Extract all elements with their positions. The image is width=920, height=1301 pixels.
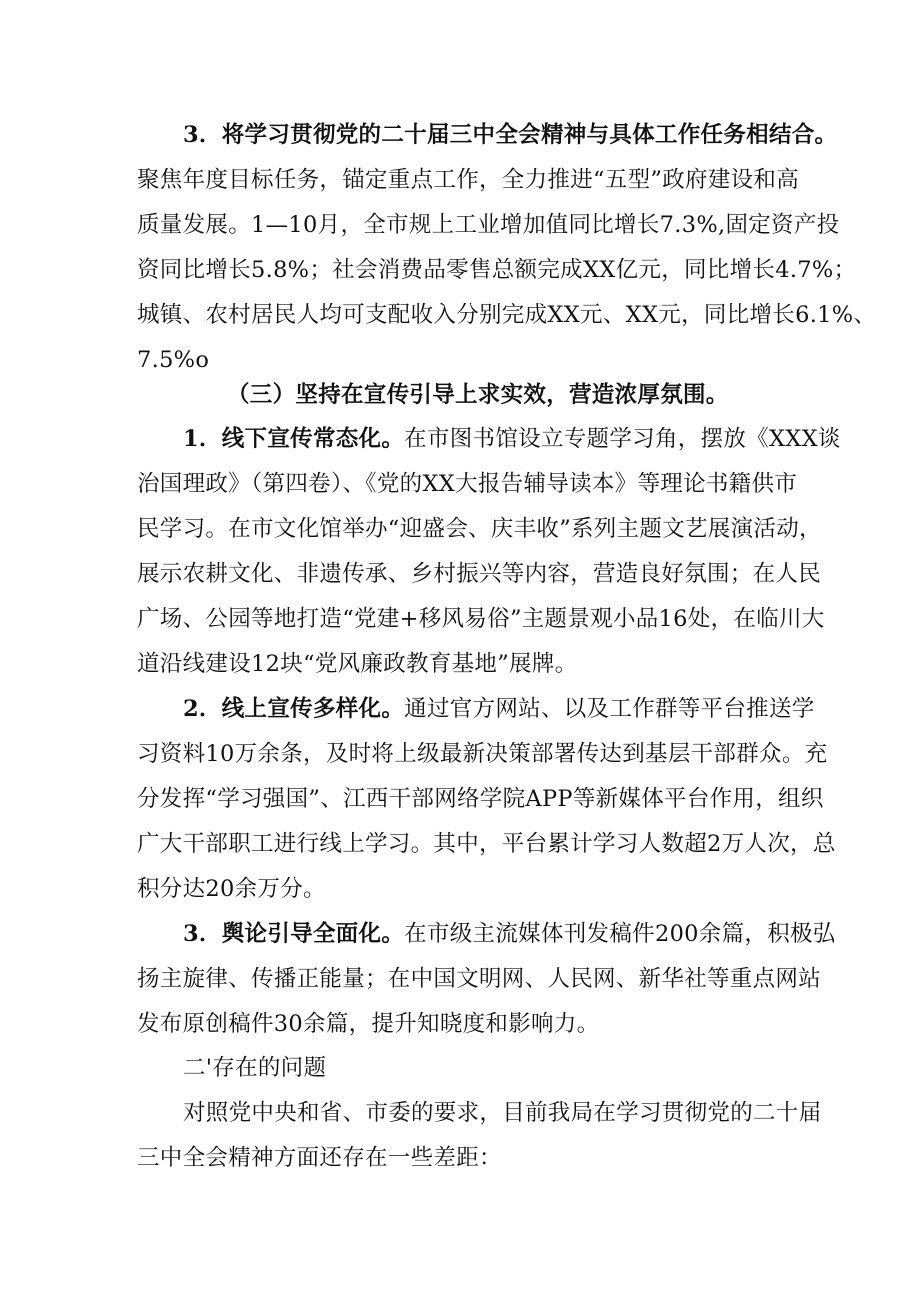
paragraph-first-line <box>183 694 815 724</box>
body-line: 7.5%o <box>137 347 210 373</box>
body-line: 民学习。在市文化馆举办“迎盛会、庆丰收”系列主题文艺展演活动， <box>137 516 822 542</box>
body-line: 三中全会精神方面还存在一些差距： <box>137 1145 502 1171</box>
body-line: 资同比增长5.8%；社会消费品零售总额完成XX亿元，同比增长4.7%； <box>137 257 857 283</box>
body-line: 质量发展。1—10月，全市规上工业增加值同比增长7.3%,固定资产投 <box>137 212 840 238</box>
body-line: 习资料10万余条，及时将上级最新决策部署传达到基层干部群众。充 <box>137 741 828 767</box>
body-text: 通过官方网站、以及工作群等平台推送学 <box>404 696 815 722</box>
body-text: 在市图书馆设立专题学习角，摆放《XXX谈 <box>404 426 841 452</box>
body-line: 城镇、农村居民人均可支配收入分别完成XX元、XX元，同比增长6.1%、 <box>137 302 877 328</box>
body-line: 展示农耕文化、非遗传承、乡村振兴等内容，营造良好氛围；在人民 <box>137 561 822 587</box>
body-line: 道沿线建设12块“党风廉政教育基地”展牌。 <box>137 651 578 677</box>
body-line: 发布原创稿件30余篇，提升知晓度和影响力。 <box>137 1011 600 1037</box>
section-heading-three: （三）坚持在宣传引导上求实效，营造浓厚氛围。 <box>227 382 729 408</box>
paragraph-first-line <box>183 919 836 949</box>
body-line: 治国理政》（第四卷）、《党的XX大报告辅导读本》等理论书籍供市 <box>137 471 798 497</box>
body-line: 积分达20余万分。 <box>137 876 326 902</box>
body-line: 聚焦年度目标任务，锚定重点工作，全力推进“五型”政府建设和高 <box>137 167 800 193</box>
body-line: 分发挥“学习强国”、江西干部网络学院APP等新媒体平台作用，组织 <box>137 786 824 812</box>
heading-offline-publicity: 1．线下宣传常态化。 <box>183 426 405 452</box>
body-line: 对照党中央和省、市委的要求，目前我局在学习贯彻党的二十届 <box>183 1100 822 1126</box>
body-line: 广大干部职工进行线上学习。其中，平台累计学习人数超2万人次，总 <box>137 831 836 857</box>
heading-3-combine-tasks: 3．将学习贯彻党的二十届三中全会精神与具体工作任务相结合。 <box>183 122 838 148</box>
section-heading-problems: 二'存在的问题 <box>183 1055 327 1081</box>
heading-public-opinion: 3．舆论引导全面化。 <box>183 921 405 947</box>
body-text: 在市级主流媒体刊发稿件200余篇，积极弘 <box>404 921 836 947</box>
heading-online-publicity: 2．线上宣传多样化。 <box>183 696 405 722</box>
body-line: 扬主旋律、传播正能量；在中国文明网、人民网、新华社等重点网站 <box>137 966 822 992</box>
body-line: 广场、公园等地打造“党建+移风易俗”主题景观小品16处，在临川大 <box>137 606 825 632</box>
paragraph-first-line <box>183 424 841 454</box>
